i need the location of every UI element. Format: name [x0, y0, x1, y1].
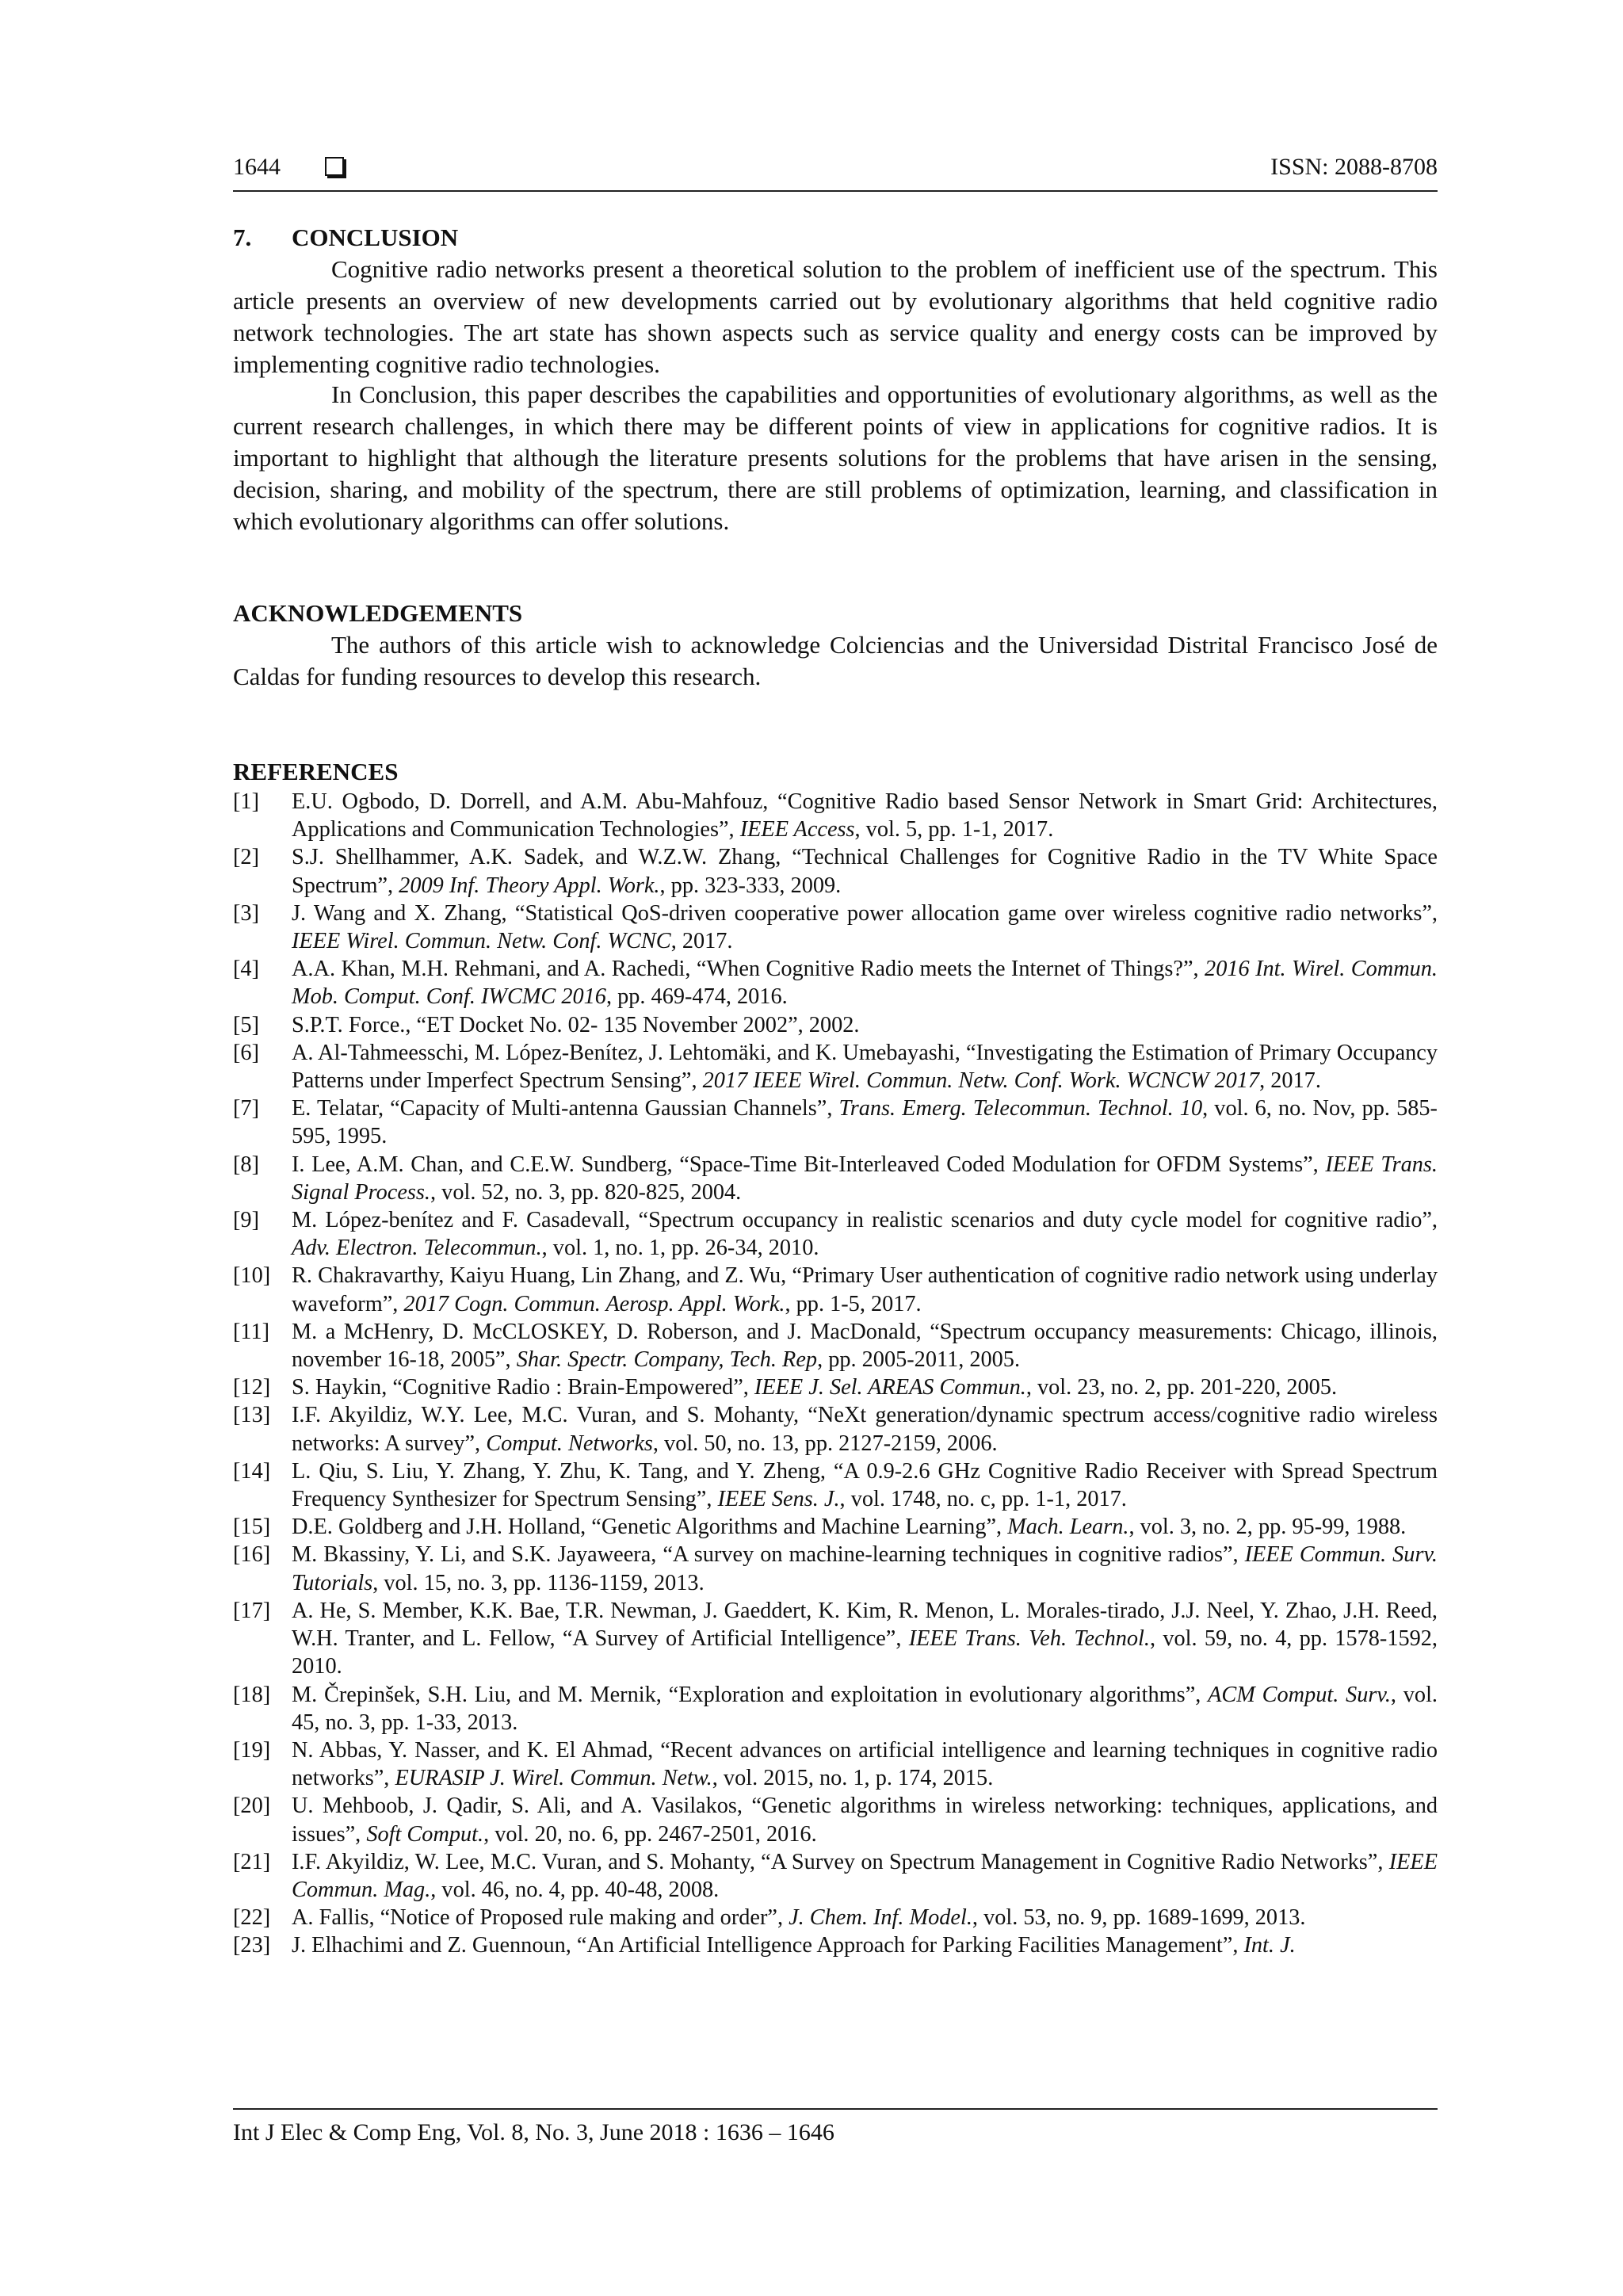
reference-number: [10]	[233, 1263, 271, 1289]
reference-number: [17]	[233, 1598, 271, 1623]
page-footer	[233, 2108, 1438, 2145]
reference-number: [2]	[233, 845, 259, 870]
references-heading: REFERENCES	[233, 758, 399, 785]
reference-authors-title: A. Fallis, “Notice of Proposed rule making and order”,	[292, 1905, 789, 1931]
reference-item	[233, 1681, 1438, 1736]
reference-venue: IEEE Trans. Veh. Technol.	[908, 1626, 1150, 1652]
reference-venue: IEEE Commun. Surv. Tutorials	[292, 1542, 1438, 1595]
reference-details: , vol. 2015, no. 1, p. 174, 2015.	[712, 1766, 994, 1791]
reference-details: , pp. 323-333, 2009.	[659, 873, 842, 898]
reference-text	[292, 1513, 1438, 1541]
reference-venue: Int. J.	[1243, 1933, 1296, 1958]
reference-venue: ACM Comput. Surv.	[1208, 1682, 1391, 1707]
reference-text	[292, 1039, 1438, 1095]
reference-authors-title: A. Al-Tahmeesschi, M. López-Benítez, J. Lehtomäki, and K. Umebayashi, “Investigating the Estimation of Primary Occupancy Patterns under Imperfect Spectrum Sensing”,	[292, 1040, 1438, 1094]
acknowledgements-heading: ACKNOWLEDGEMENTS	[233, 599, 523, 627]
reference-item	[233, 1736, 1438, 1792]
reference-number: [6]	[233, 1040, 259, 1065]
reference-details: , vol. 6, no. Nov, pp. 585-595, 1995.	[292, 1096, 1438, 1149]
reference-details: , vol. 45, no. 3, pp. 1-33, 2013.	[292, 1682, 1438, 1735]
reference-item	[233, 1457, 1438, 1513]
reference-authors-title: M. Črepinšek, S.H. Liu, and M. Mernik, “Exploration and exploitation in evolutionary algorithms”,	[292, 1682, 1209, 1707]
reference-text	[292, 1373, 1438, 1401]
reference-authors-title: I. Lee, A.M. Chan, and C.E.W. Sundberg, “Space-Time Bit-Interleaved Coded Modulation for OFDM Systems”,	[292, 1152, 1326, 1177]
reference-number: [9]	[233, 1208, 259, 1233]
reference-number: [12]	[233, 1375, 271, 1400]
reference-item	[233, 1792, 1438, 1847]
reference-text	[292, 1206, 1438, 1262]
reference-authors-title: L. Qiu, S. Liu, Y. Zhang, Y. Zhu, K. Tang, and Y. Zheng, “A 0.9-2.6 GHz Cognitive Radio Receiver with Spread Spectrum Frequency Synthesizer for Spectrum Sensing”,	[292, 1458, 1438, 1512]
reference-venue: IEEE Wirel. Commun. Netw. Conf. WCNC	[292, 929, 671, 954]
reference-item	[233, 1011, 1438, 1039]
reference-text	[292, 1151, 1438, 1206]
reference-number: [13]	[233, 1403, 271, 1428]
reference-item	[233, 1373, 1438, 1401]
reference-number: [20]	[233, 1794, 271, 1819]
reference-authors-title: S.J. Shellhammer, A.K. Sadek, and W.Z.W. Zhang, “Technical Challenges for Cognitive Radio in the TV White Space Spectrum”,	[292, 845, 1438, 898]
reference-venue: Shar. Spectr. Company, Tech. Rep	[516, 1347, 818, 1373]
reference-item	[233, 1206, 1438, 1262]
reference-text	[292, 1681, 1438, 1736]
reference-venue: Adv. Electron. Telecommun.	[292, 1236, 542, 1261]
conclusion-heading	[233, 223, 458, 252]
reference-venue: 2017 Cogn. Commun. Aerosp. Appl. Work.	[403, 1291, 785, 1316]
reference-text	[292, 1597, 1438, 1681]
reference-text	[292, 788, 1438, 843]
reference-number: [4]	[233, 957, 259, 982]
conclusion-paragraph-2: In Conclusion, this paper describes the capabilities and opportunities of evolutionary algorithms, as well as the current research challenges, in which there may be different points of view in applications for cognitive radios. It is important to highlight that although the literature presents solutions for the problems that have arisen in the sensing, decision, sharing, and mobility of the spectrum, there are still problems of optimization, learning, and classification in which evolutionary algorithms can offer solutions.	[233, 380, 1438, 535]
reference-text	[292, 955, 1438, 1010]
reference-text	[292, 1931, 1438, 1959]
page-number: 1644	[233, 154, 281, 180]
reference-text	[292, 900, 1438, 955]
reference-details: , vol. 3, no. 2, pp. 95-99, 1988.	[1128, 1515, 1407, 1540]
reference-authors-title: S. Haykin, “Cognitive Radio : Brain-Empowered”,	[292, 1375, 754, 1400]
reference-item	[233, 1541, 1438, 1596]
reference-authors-title: I.F. Akyildiz, W.Y. Lee, M.C. Vuran, and S. Mohanty, “NeXt generation/dynamic spectrum access/cognitive radio wireless networks: A survey”,	[292, 1403, 1438, 1456]
reference-item	[233, 1401, 1438, 1457]
reference-details: , vol. 5, pp. 1-1, 2017.	[854, 817, 1054, 842]
reference-list	[233, 788, 1438, 1960]
reference-number: [3]	[233, 900, 259, 926]
reference-authors-title: S.P.T. Force., “ET Docket No. 02- 135 November 2002”, 2002.	[292, 1012, 860, 1037]
reference-authors-title: M. López-benítez and F. Casadevall, “Spectrum occupancy in realistic scenarios and duty cycle model for cognitive radio”,	[292, 1208, 1438, 1233]
reference-details: , vol. 52, no. 3, pp. 820-825, 2004.	[430, 1179, 742, 1205]
reference-details: , 2017.	[670, 929, 733, 954]
reference-number: [5]	[233, 1012, 259, 1037]
reference-authors-title: E. Telatar, “Capacity of Multi-antenna Gaussian Channels”,	[292, 1096, 839, 1121]
reference-text	[292, 1904, 1438, 1931]
issn-label: ISSN: 2088-8708	[1270, 154, 1438, 180]
reference-item	[233, 1931, 1438, 1959]
reference-number: [21]	[233, 1849, 271, 1874]
reference-number: [14]	[233, 1458, 271, 1484]
reference-number: [8]	[233, 1152, 259, 1177]
reference-details: , pp. 469-474, 2016.	[605, 984, 788, 1010]
reference-number: [11]	[233, 1319, 270, 1344]
reference-details: , vol. 59, no. 4, pp. 1578-1592, 2010.	[292, 1626, 1438, 1679]
reference-authors-title: I.F. Akyildiz, W. Lee, M.C. Vuran, and S. Mohanty, “A Survey on Spectrum Management in Cognitive Radio Networks”,	[292, 1849, 1389, 1874]
reference-details: , vol. 15, no. 3, pp. 1136-1159, 2013.	[372, 1570, 705, 1595]
reference-item	[233, 1318, 1438, 1373]
reference-authors-title: M. Bkassiny, Y. Li, and S.K. Jayaweera, “A survey on machine-learning techniques in cognitive radios”,	[292, 1542, 1245, 1568]
reference-item	[233, 1039, 1438, 1095]
reference-text	[292, 1318, 1438, 1373]
reference-item	[233, 1848, 1438, 1904]
reference-authors-title: A.A. Khan, M.H. Rehmani, and A. Rachedi, “When Cognitive Radio meets the Internet of Things?”,	[292, 957, 1205, 982]
reference-text	[292, 1792, 1438, 1847]
reference-details: , vol. 23, no. 2, pp. 201-220, 2005.	[1025, 1375, 1338, 1400]
section-title: CONCLUSION	[292, 223, 459, 251]
checkbox-square-icon	[325, 157, 344, 176]
reference-venue: 2017 IEEE Wirel. Commun. Netw. Conf. Work. WCNCW 2017	[702, 1068, 1260, 1094]
reference-item	[233, 843, 1438, 899]
reference-text	[292, 1457, 1438, 1513]
reference-venue: IEEE J. Sel. AREAS Commun.	[754, 1375, 1026, 1400]
reference-venue: Trans. Emerg. Telecommun. Technol. 10	[838, 1096, 1203, 1121]
reference-number: [22]	[233, 1905, 271, 1931]
reference-item	[233, 955, 1438, 1010]
reference-item	[233, 1151, 1438, 1206]
reference-authors-title: N. Abbas, Y. Nasser, and K. El Ahmad, “Recent advances on artificial intelligence and learning techniques in cognitive radio networks”,	[292, 1737, 1438, 1791]
reference-venue: IEEE Sens. J.	[717, 1487, 840, 1512]
reference-text	[292, 1541, 1438, 1596]
reference-details: , vol. 20, no. 6, pp. 2467-2501, 2016.	[483, 1821, 817, 1847]
reference-venue: Mach. Learn.	[1007, 1515, 1129, 1540]
reference-item	[233, 1513, 1438, 1541]
reference-text	[292, 1401, 1438, 1457]
reference-venue: IEEE Access	[739, 817, 855, 842]
reference-item	[233, 1597, 1438, 1681]
reference-authors-title: J. Elhachimi and Z. Guennoun, “An Artificial Intelligence Approach for Parking Facilities Management”,	[292, 1933, 1244, 1958]
reference-details: , 2017.	[1259, 1068, 1321, 1094]
reference-venue: J. Chem. Inf. Model.	[789, 1905, 972, 1931]
reference-text	[292, 843, 1438, 899]
reference-authors-title: M. a McHenry, D. McCLOSKEY, D. Roberson, and J. MacDonald, “Spectrum occupancy measurements: Chicago, illinois, november 16-18, 2005”,	[292, 1319, 1438, 1373]
reference-number: [19]	[233, 1737, 271, 1763]
reference-details: , vol. 1748, no. c, pp. 1-1, 2017.	[839, 1487, 1127, 1512]
reference-text	[292, 1011, 1438, 1039]
reference-venue: Comput. Networks	[486, 1431, 653, 1456]
reference-venue: Soft Comput.	[366, 1821, 484, 1847]
reference-number: [15]	[233, 1515, 271, 1540]
reference-text	[292, 1095, 1438, 1150]
section-number: 7.	[233, 223, 252, 251]
reference-details: , vol. 1, no. 1, pp. 26-34, 2010.	[541, 1236, 819, 1261]
reference-number: [16]	[233, 1542, 271, 1568]
conclusion-paragraph-1: Cognitive radio networks present a theoretical solution to the problem of inefficient use of the spectrum. This article presents an overview of new developments carried out by evolutionary algorithms that held cognitive radio network technologies. The art state has shown aspects such as service quality and energy costs can be improved by implementing cognitive radio technologies.	[233, 255, 1438, 378]
acknowledgements-paragraph: The authors of this article wish to acknowledge Colciencias and the Universidad Distrital Francisco José de Caldas for funding resources to develop this research.	[233, 631, 1438, 690]
reference-venue: 2009 Inf. Theory Appl. Work.	[399, 873, 660, 898]
reference-venue: EURASIP J. Wirel. Commun. Netw.	[395, 1766, 712, 1791]
reference-details: , pp. 2005-2011, 2005.	[817, 1347, 1021, 1373]
reference-authors-title: U. Mehboob, J. Qadir, S. Ali, and A. Vasilakos, “Genetic algorithms in wireless networking: techniques, applications, and issues”,	[292, 1794, 1438, 1847]
reference-details: , vol. 53, no. 9, pp. 1689-1699, 2013.	[972, 1905, 1306, 1931]
reference-number: [7]	[233, 1096, 259, 1121]
reference-details: , vol. 46, no. 4, pp. 40-48, 2008.	[430, 1877, 720, 1902]
reference-text	[292, 1848, 1438, 1904]
reference-item	[233, 1262, 1438, 1317]
reference-number: [18]	[233, 1682, 271, 1707]
reference-details: , vol. 50, no. 13, pp. 2127-2159, 2006.	[652, 1431, 998, 1456]
reference-text	[292, 1262, 1438, 1317]
reference-item	[233, 1904, 1438, 1931]
reference-number: [1]	[233, 789, 259, 814]
reference-item	[233, 900, 1438, 955]
reference-venue: IEEE Commun. Mag.	[292, 1849, 1438, 1902]
reference-authors-title: D.E. Goldberg and J.H. Holland, “Genetic Algorithms and Machine Learning”,	[292, 1515, 1008, 1540]
reference-authors-title: J. Wang and X. Zhang, “Statistical QoS-driven cooperative power allocation game over wireless cognitive radio networks”,	[292, 900, 1438, 926]
reference-number: [23]	[233, 1933, 271, 1958]
page-header	[233, 154, 1438, 192]
reference-text	[292, 1736, 1438, 1792]
reference-details: , pp. 1-5, 2017.	[785, 1291, 922, 1316]
reference-venue: IEEE Trans. Signal Process.	[292, 1152, 1438, 1205]
reference-venue: 2016 Int. Wirel. Commun. Mob. Comput. Conf. IWCMC 2016	[292, 957, 1438, 1010]
reference-authors-title: E.U. Ogbodo, D. Dorrell, and A.M. Abu-Mahfouz, “Cognitive Radio based Sensor Network in Smart Grid: Architectures, Applications and Communication Technologies”,	[292, 789, 1438, 842]
reference-authors-title: A. He, S. Member, K.K. Bae, T.R. Newman, J. Gaeddert, K. Kim, R. Menon, L. Morales-tirado, J.J. Neel, Y. Zhao, J.H. Reed, W.H. Tranter, and L. Fellow, “A Survey of Artificial Intelligence”,	[292, 1598, 1438, 1652]
reference-item	[233, 788, 1438, 843]
reference-authors-title: R. Chakravarthy, Kaiyu Huang, Lin Zhang, and Z. Wu, “Primary User authentication of cognitive radio network using underlay waveform”,	[292, 1263, 1438, 1316]
journal-citation: Int J Elec & Comp Eng, Vol. 8, No. 3, June 2018 : 1636 – 1646	[233, 2119, 834, 2145]
reference-item	[233, 1095, 1438, 1150]
